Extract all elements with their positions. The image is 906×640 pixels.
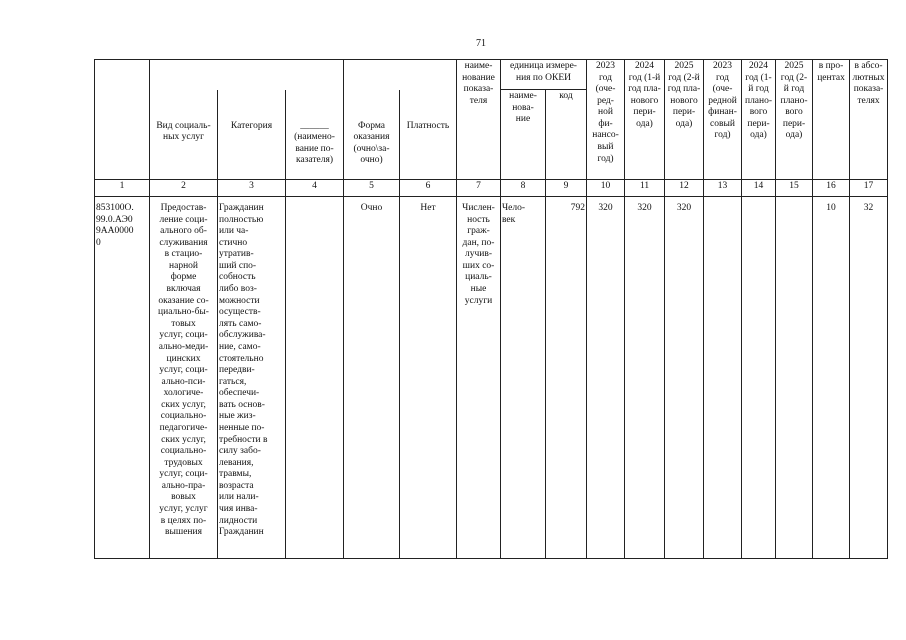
indicator-blank-cell bbox=[286, 202, 344, 558]
header-indicator-name: наиме- нование показа- теля bbox=[457, 60, 501, 180]
table-row bbox=[95, 202, 888, 558]
column-number: 15 bbox=[776, 180, 813, 197]
column-number: 11 bbox=[625, 180, 665, 197]
column-number: 7 bbox=[457, 180, 501, 197]
payment-2025-cell bbox=[776, 202, 813, 558]
payment-2023-cell bbox=[704, 202, 742, 558]
column-number: 1 bbox=[95, 180, 150, 197]
column-number: 10 bbox=[587, 180, 625, 197]
column-numbers-row bbox=[95, 180, 888, 197]
column-number: 17 bbox=[850, 180, 888, 197]
deviation-absolute-cell: 32 bbox=[850, 202, 888, 558]
header-category: Категория bbox=[218, 120, 286, 180]
column-number: 16 bbox=[813, 180, 850, 197]
service-indicators-table bbox=[94, 59, 888, 559]
value-2023-cell: 320 bbox=[587, 202, 625, 558]
header-group-a-blank bbox=[150, 60, 344, 90]
header-unit-name: наиме- нова- ние bbox=[501, 90, 546, 180]
column-number: 6 bbox=[400, 180, 457, 197]
header-col5-top bbox=[344, 90, 400, 120]
header-payment-2023: 2023 год (оче- редной финан- совый год) bbox=[704, 60, 742, 180]
registry-code: 853100О. 99.0.АЭ0 9АА0000 0 bbox=[95, 202, 150, 558]
header-service-type: Вид социаль- ных услуг bbox=[150, 120, 218, 180]
header-col2-top bbox=[150, 90, 218, 120]
header-payment: Платность bbox=[400, 120, 457, 180]
payment-cell: Нет bbox=[400, 202, 457, 558]
value-2024-cell: 320 bbox=[625, 202, 665, 558]
column-number: 14 bbox=[742, 180, 776, 197]
header-payment-2024: 2024 год (1- й год плано- вого пери- ода) bbox=[742, 60, 776, 180]
form-cell: Очно bbox=[344, 202, 400, 558]
unit-name-cell: Чело- век bbox=[501, 202, 546, 558]
column-number: 2 bbox=[150, 180, 218, 197]
header-payment-2025: 2025 год (2- й год плано- вого пери- ода) bbox=[776, 60, 813, 180]
value-2025-cell: 320 bbox=[665, 202, 704, 558]
header-value-2024: 2024 год (1-й год пла- нового пери- ода) bbox=[625, 60, 665, 180]
payment-2024-cell bbox=[742, 202, 776, 558]
header-col1-bottom bbox=[95, 120, 150, 180]
column-number: 3 bbox=[218, 180, 286, 197]
indicator-name-cell: Числен- ность граж- дан, по- лучив- ших со- циаль- ные услуги bbox=[457, 202, 501, 558]
deviation-percent-cell: 10 bbox=[813, 202, 850, 558]
header-deviation-absolute: в абсо- лютных показа- телях bbox=[850, 60, 888, 180]
header-form: Форма оказания (очно\за- очно) bbox=[344, 120, 400, 180]
service-type-cell: Предостав- ление соци- ального об- служивания в стацио- нарной форме включая оказание со- циально-бы- товых услуг, соци- ально-меди- цинских услуг, соци- ально-пси- хологиче- ских услуг, социально- педагогиче- ских услуг, социально- трудовых услуг, соци- ально-пра- вовых услуг, услуг в целях по- вышения bbox=[150, 202, 218, 558]
header-deviation-percent: в про- центах bbox=[813, 60, 850, 180]
column-number: 8 bbox=[501, 180, 546, 197]
column-number: 12 bbox=[665, 180, 704, 197]
page-number: 71 bbox=[476, 38, 486, 49]
column-number: 13 bbox=[704, 180, 742, 197]
header-value-2025: 2025 год (2-й год пла- нового пери- ода) bbox=[665, 60, 704, 180]
column-number: 9 bbox=[546, 180, 587, 197]
unit-code-cell: 792 bbox=[546, 202, 587, 558]
header-col4-top bbox=[286, 90, 344, 120]
category-cell: Гражданин полностью или ча- стично утратив- ший спо- собность либо воз- можности осуществ- лять само- обслужива- ние, само- стоятельно передви- гаться, обеспечи- вать основ- ные жиз- ненные по- требности в силу забо- левания, травмы, возраста или нали- чия инва- лидности Гражданин bbox=[218, 202, 286, 558]
header-indicator-line: ______ bbox=[300, 120, 329, 131]
header-col3-top bbox=[218, 90, 286, 120]
header-col6-top bbox=[400, 90, 457, 120]
header-group-b-blank bbox=[344, 60, 457, 90]
header-unit-code: код bbox=[546, 90, 587, 180]
column-number: 4 bbox=[286, 180, 344, 197]
header-col1-blank bbox=[95, 60, 150, 120]
header-indicator-title: (наимено- вание по- казателя) bbox=[294, 132, 335, 166]
header-value-2023: 2023 год (оче- ред- ной фи- нансо- вый год) bbox=[587, 60, 625, 180]
column-number: 5 bbox=[344, 180, 400, 197]
header-indicator-blank bbox=[286, 120, 344, 180]
header-okei-unit: единица измере- ния по ОКЕИ bbox=[501, 60, 587, 90]
